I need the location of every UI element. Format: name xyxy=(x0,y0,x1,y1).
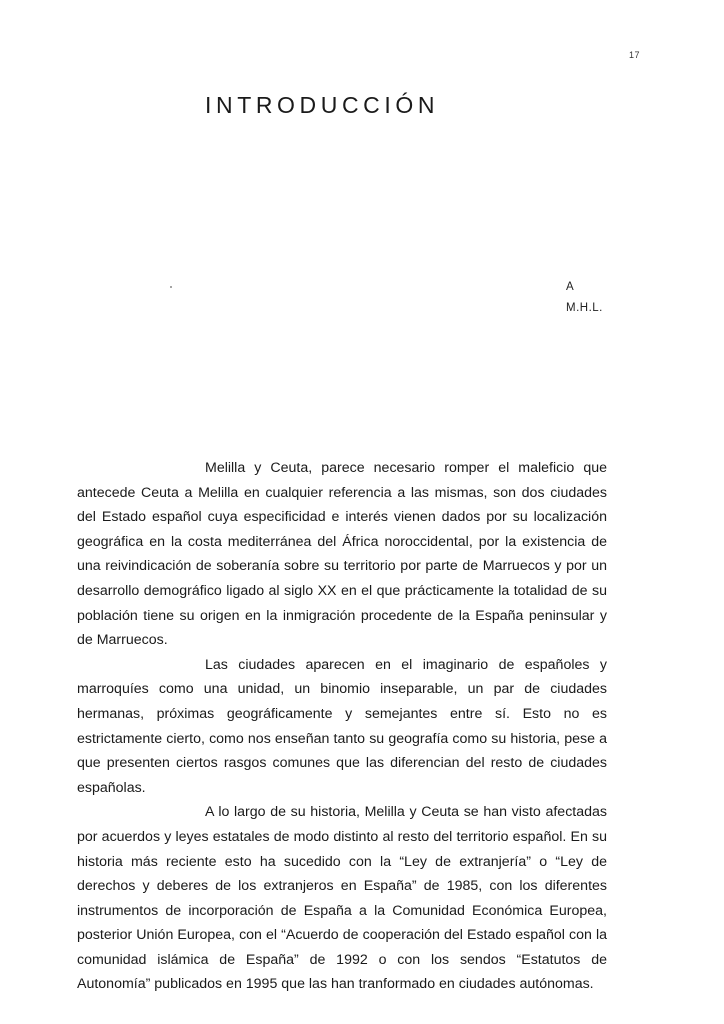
dedication xyxy=(566,277,603,319)
paragraph: Melilla y Ceuta, parece necesario romper el maleficio que antecede Ceuta a Melilla en cualquier referencia a las mismas, son dos ciudades del Estado español cuya especificidad e interés vienen dados por su localización geográfica en la costa mediterránea del África noroccidental, por la existencia de una reivindicación de soberanía sobre su territorio por parte de Marruecos y por un desarrollo demográfico ligado al siglo XX en el que prácticamente la totalidad de su población tiene su origen en la inmigración procedente de la España peninsular y de Marruecos. xyxy=(77,460,607,649)
dedication-line: A xyxy=(566,281,575,293)
body-text xyxy=(77,456,607,997)
paragraph: A lo largo de su historia, Melilla y Ceuta se han visto afectadas por acuerdos y leyes estatales de modo distinto al resto del territorio español. En su historia más reciente esto ha sucedido con la “Ley de extranjería” o “Ley de derechos y deberes de los extranjeros en España” de 1985, con los diferentes instrumentos de incorporación de España a la Comunidad Económica Europea, posterior Unión Europea, con el “Acuerdo de cooperación del Estado español con la comunidad islámica de España” de 1992 o con los sendos “Estatutos de Autonomía” publicados en 1995 que las han tranformado en ciudades autónomas. xyxy=(77,804,607,993)
dedication-initials: M.H.L. xyxy=(566,302,603,314)
stray-mark xyxy=(170,286,172,288)
page-number: 17 xyxy=(628,50,640,60)
paragraph: Las ciudades aparecen en el imaginario de españoles y marroquíes como una unidad, un binomio inseparable, un par de ciudades hermanas, próximas geográficamente y semejantes entre sí. Esto no es estrictamente cierto, como nos enseñan tanto su geografía como su historia, pese a que presenten ciertos rasgos comunes que las diferencian del resto de ciudades españolas. xyxy=(77,656,607,796)
page-title: INTRODUCCIÓN xyxy=(205,92,440,118)
